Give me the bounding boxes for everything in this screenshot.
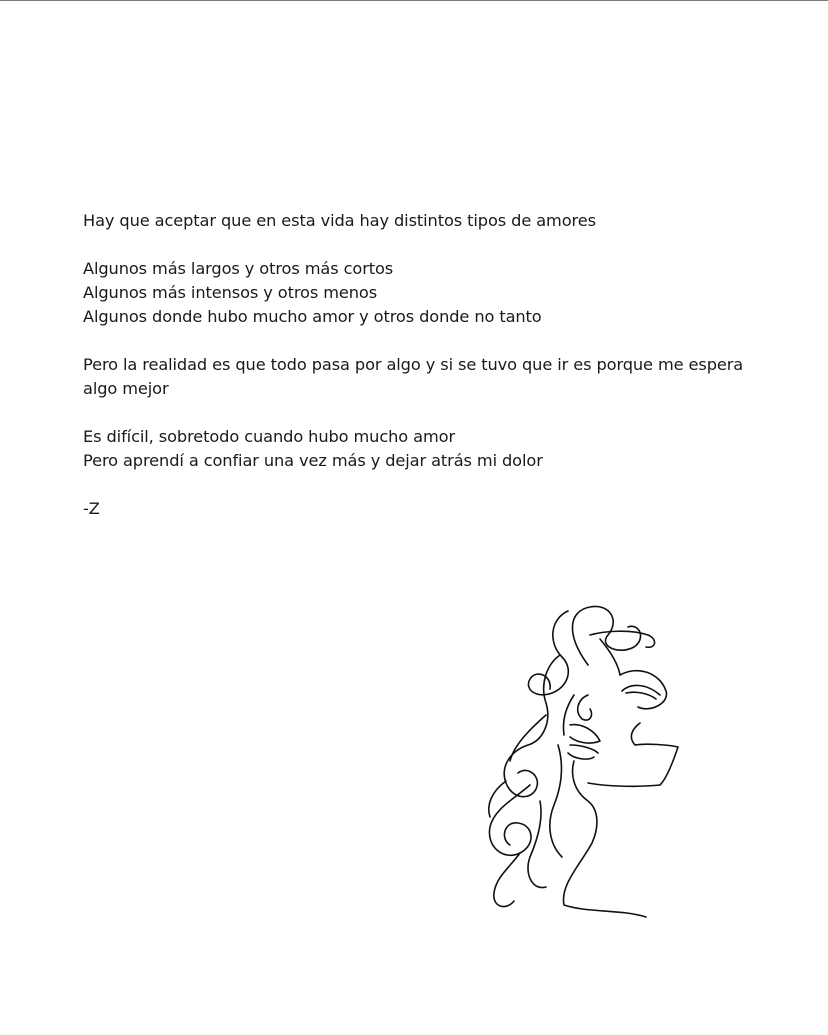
author-signature: -Z bbox=[83, 499, 100, 518]
poem-line: Algunos más largos y otros más cortos bbox=[83, 259, 394, 278]
poem-line: Es difícil, sobretodo cuando hubo mucho amor bbox=[83, 427, 455, 446]
top-border bbox=[0, 0, 828, 1]
poem-line: Algunos más intensos y otros menos bbox=[83, 283, 378, 302]
stanza-3 bbox=[83, 353, 763, 401]
poem-line: Hay que aceptar que en esta vida hay distintos tipos de amores bbox=[83, 211, 596, 230]
face-drawing bbox=[470, 595, 700, 925]
stanza-2 bbox=[83, 257, 763, 329]
line-art-face-icon bbox=[470, 595, 700, 925]
stanza-1 bbox=[83, 209, 763, 233]
poem-line: Pero la realidad es que todo pasa por algo y si se tuvo que ir es porque me espera algo mejor bbox=[83, 355, 744, 398]
stanza-4 bbox=[83, 425, 763, 473]
poem-line: Pero aprendí a confiar una vez más y dejar atrás mi dolor bbox=[83, 451, 543, 470]
poem-body bbox=[83, 209, 763, 521]
poem-line: Algunos donde hubo mucho amor y otros donde no tanto bbox=[83, 307, 542, 326]
